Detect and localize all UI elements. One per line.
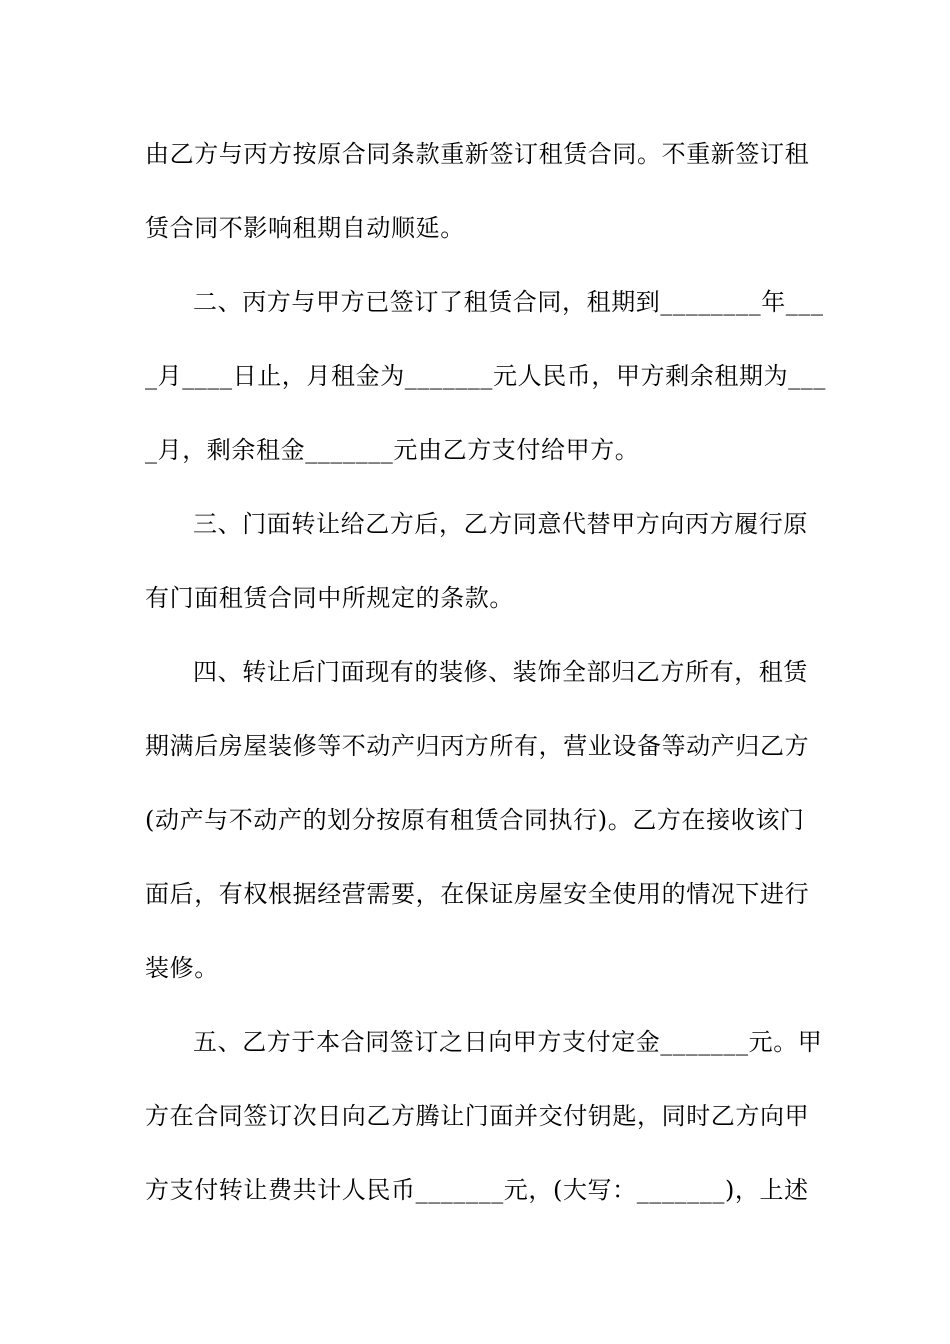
text-line: 装修。 [145, 954, 219, 982]
text-line: 赁合同不影响租期自动顺延。 [145, 214, 465, 242]
text-line: 期满后房屋装修等不动产归丙方所有，营业设备等动产归乙方 [145, 732, 810, 760]
text-line: 五、乙方于本合同签订之日向甲方支付定金_______元。甲 [193, 1028, 823, 1056]
text-line: (动产与不动产的划分按原有租赁合同执行)。乙方在接收该门 [145, 806, 805, 834]
text-line: 方在合同签订次日向乙方腾让门面并交付钥匙，同时乙方向甲 [145, 1102, 810, 1130]
text-line: 方支付转让费共计人民币_______元，(大写：_______)，上述 [145, 1176, 809, 1204]
text-line: 三、门面转让给乙方后，乙方同意代替甲方向丙方履行原 [193, 510, 808, 538]
document-body [145, 127, 826, 1237]
text-line: 由乙方与丙方按原合同条款重新签订租赁合同。不重新签订租 [145, 140, 810, 168]
text-line: 面后，有权根据经营需要，在保证房屋安全使用的情况下进行 [145, 880, 810, 908]
text-line: 有门面租赁合同中所规定的条款。 [145, 584, 514, 612]
text-line: _月，剩余租金_______元由乙方支付给甲方。 [145, 436, 640, 464]
text-line: _月____日止，月租金为_______元人民币，甲方剩余租期为___ [145, 362, 826, 390]
text-line: 四、转让后门面现有的装修、装饰全部归乙方所有，租赁 [193, 658, 808, 686]
text-line: 二、丙方与甲方已签订了租赁合同，租期到________年___ [193, 288, 824, 316]
